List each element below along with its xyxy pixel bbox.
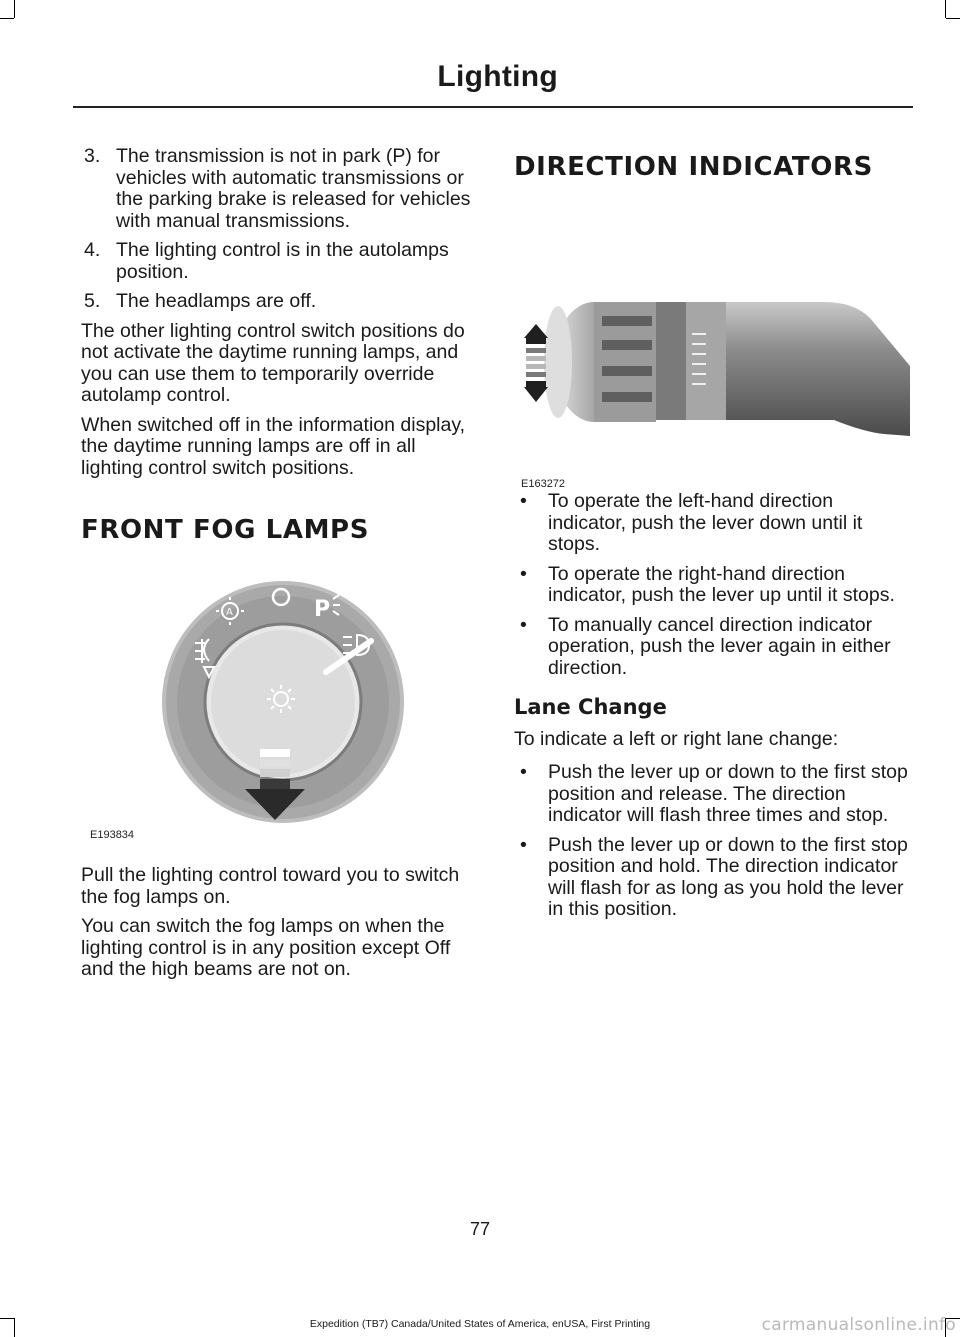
bullet-text: To operate the right-hand direction indicator, push the lever up until it stops.	[548, 562, 895, 606]
crop-mark	[946, 18, 960, 19]
crop-mark	[945, 0, 946, 18]
indicator-lever-illustration	[514, 206, 910, 491]
svg-text:A: A	[226, 607, 233, 618]
footer-text: Expedition (TB7) Canada/United States of America, enUSA, First Printing	[309, 1318, 651, 1330]
step-text: The transmission is not in park (P) for vehicles with automatic transmissions or the parking brake is released for vehicles with manual transmissions.	[116, 145, 471, 232]
crop-mark	[14, 0, 15, 18]
page-number: 77	[469, 1219, 491, 1239]
bullet-text: Push the lever up or down to the first stop position and hold. The direction indicator will flash for as long as you hold the lever in this position.	[548, 833, 908, 920]
bullet-mark: •	[520, 562, 527, 585]
bullet-text: To operate the left-hand direction indicator, push the lever down until it stops.	[548, 490, 863, 555]
paragraph: Pull the lighting control toward you to switch the fog lamps on.	[81, 864, 460, 908]
figure-code: E163272	[521, 478, 566, 490]
paragraph: You can switch the fog lamps on when the lighting control is in any position except Off and the high beams are not on.	[81, 915, 451, 980]
bullet-item	[514, 762, 910, 827]
step-number: 5.	[84, 290, 101, 312]
bullet-mark: •	[520, 613, 527, 636]
watermark[interactable]: carmanualsonline.info	[761, 1315, 956, 1335]
numbered-step	[81, 240, 477, 283]
step-text: The lighting control is in the autolamps position.	[116, 239, 449, 283]
subheading-lane-change: Lane Change	[514, 695, 667, 719]
step-number: 3.	[84, 145, 101, 167]
numbered-step	[81, 146, 477, 232]
bullet-mark: •	[520, 761, 527, 783]
bullet-text: Push the lever up or down to the first stop position and release. The direction indicator will flash three times and stop.	[548, 761, 908, 826]
page-title: Lighting	[437, 60, 558, 93]
bullet-item	[514, 615, 910, 680]
bullet-mark: •	[520, 833, 527, 856]
fog-lamp-figure	[81, 559, 477, 841]
direction-indicator-figure	[514, 206, 910, 491]
step-text: The headlamps are off.	[116, 290, 317, 312]
section-heading-fog-lamps: FRONT FOG LAMPS	[81, 515, 370, 545]
paragraph: To indicate a left or right lane change:	[514, 727, 839, 750]
bullet-item	[514, 835, 910, 921]
section-heading-direction-indicators: DIRECTION INDICATORS	[514, 152, 873, 182]
left-column	[81, 146, 477, 989]
numbered-step	[81, 291, 477, 313]
step-number: 4.	[84, 239, 101, 261]
crop-mark	[0, 18, 14, 19]
paragraph: When switched off in the information display, the daytime running lamps are off in all lighting control switch positions.	[81, 413, 466, 479]
bullet-item	[514, 564, 910, 607]
bullet-mark: •	[520, 490, 527, 512]
bullet-text: To manually cancel direction indicator operation, push the lever again in either direction.	[548, 613, 891, 679]
svg-text:P: P	[314, 597, 331, 622]
right-column	[514, 146, 910, 929]
title-rule	[73, 106, 913, 108]
paragraph: The other lighting control switch positions do not activate the daytime running lamps, and you can use them to temporarily override autolamp control.	[81, 319, 465, 406]
lighting-control-illustration	[81, 559, 477, 841]
figure-code: E193834	[90, 829, 135, 841]
bullet-item	[514, 491, 910, 556]
